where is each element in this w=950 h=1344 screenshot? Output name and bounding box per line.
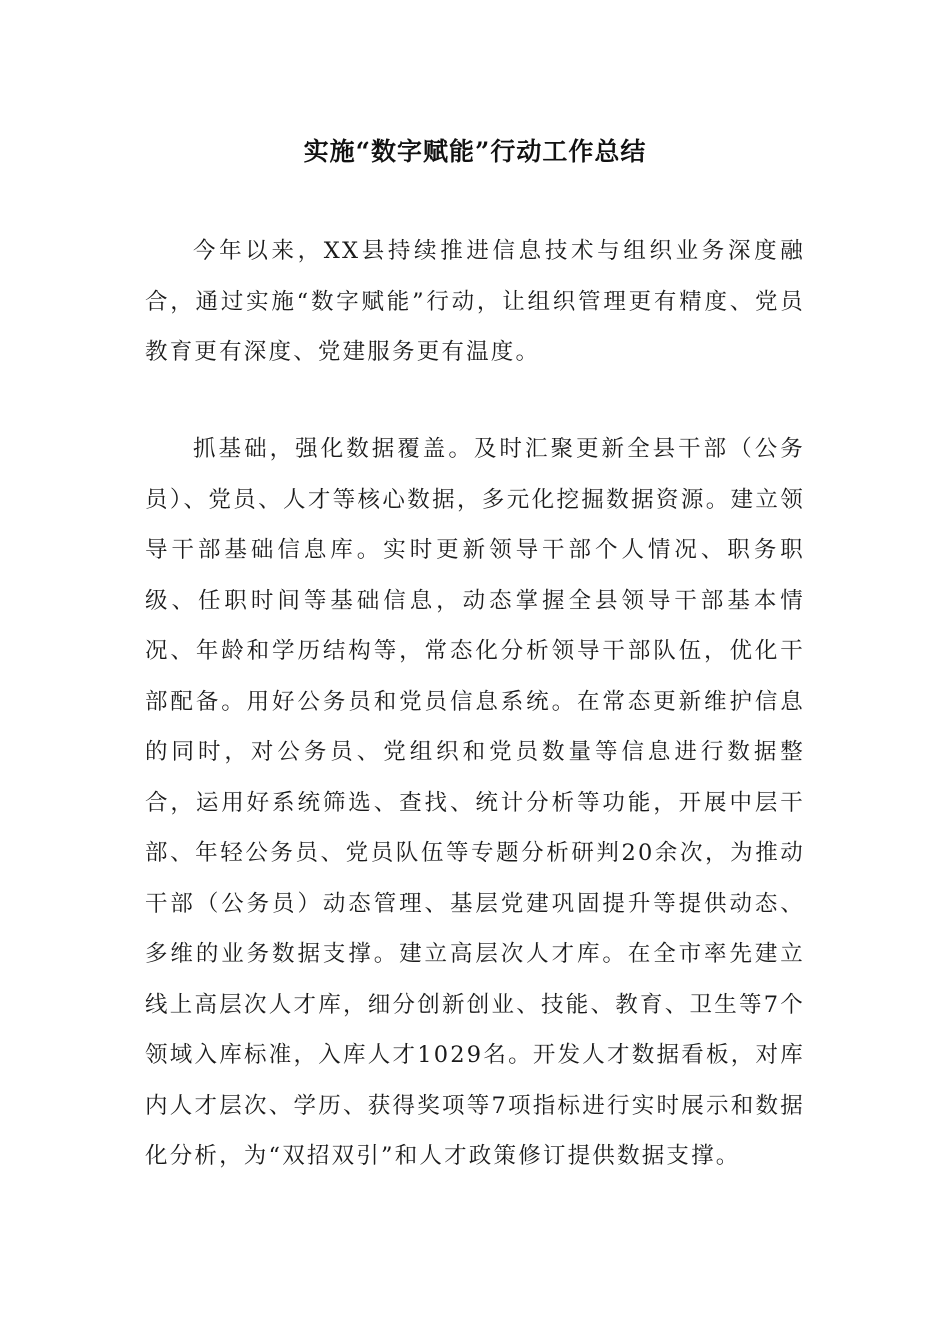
paragraph-intro: 今年以来，XX县持续推进信息技术与组织业务深度融合，通过实施“数字赋能”行动，让组织管理更有精度、党员教育更有深度、党建服务更有温度。 xyxy=(145,238,805,365)
paragraph-data-coverage: 抓基础，强化数据覆盖。及时汇聚更新全县干部（公务员）、党员、人才等核心数据，多元化挖掘数据资源。建立领导干部基础信息库。实时更新领导干部个人情况、职务职级、任职时间等基础信息，动态掌握全县领导干部基本情况、年龄和学历结构等，常态化分析领导干部队伍，优化干部配备。用好公务员和党员信息系统。在常态更新维护信息的同时，对公务员、党组织和党员数量等信息进行数据整合，运用好系统筛选、查找、统计分析等功能，开展中层干部、年轻公务员、党员队伍等专题分析研判20余次，为推动干部（公务员）动态管理、基层党建巩固提升等提供动态、多维的业务数据支撑。建立高层次人才库。在全市率先建立线上高层次人才库，细分创新创业、技能、教育、卫生等7个领域入库标准，入库人才1029名。开发人才数据看板，对库内人才层次、学历、获得奖项等7项指标进行实时展示和数据化分析，为“双招双引”和人才政策修订提供数据支撑。 xyxy=(145,436,805,1169)
document-title: 实施“数字赋能”行动工作总结 xyxy=(303,137,647,166)
